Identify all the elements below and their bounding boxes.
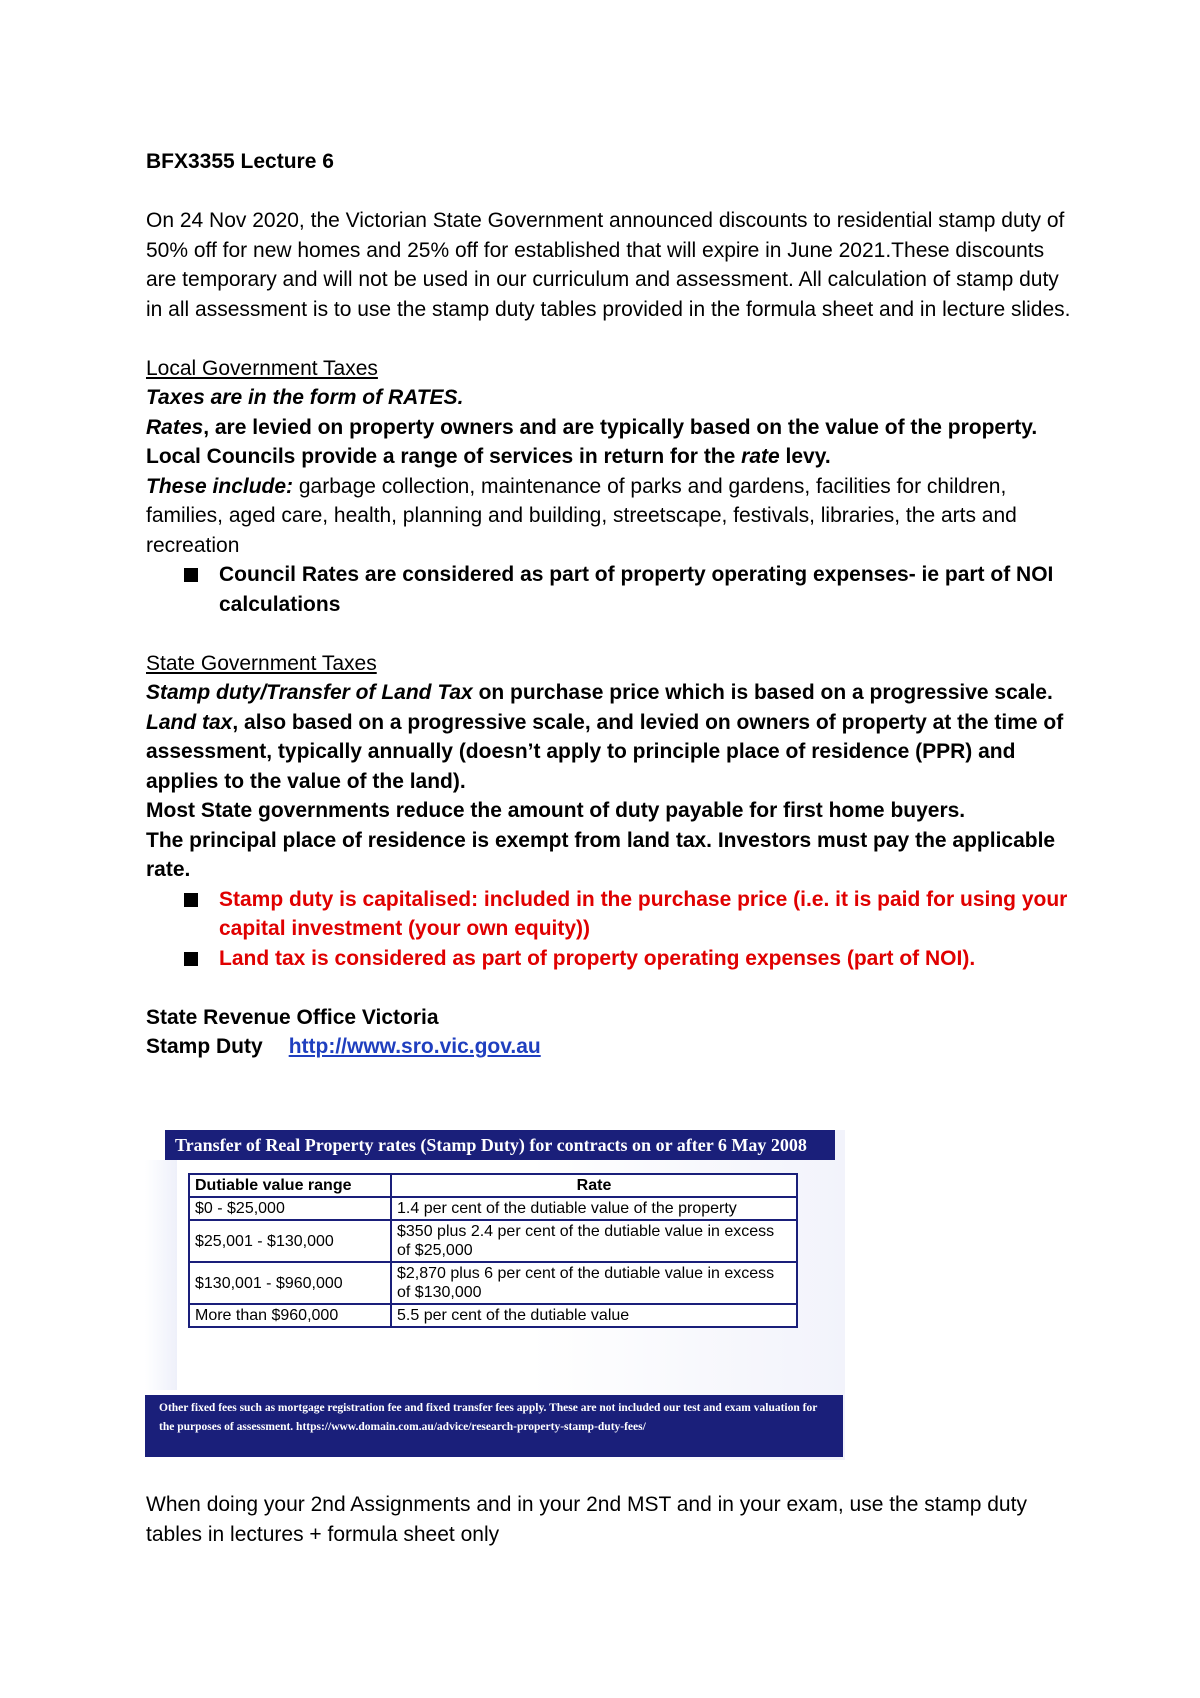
- stamp-duty-line: [146, 678, 1076, 708]
- first-home-line: Most State governments reduce the amount of duty payable for first home buyers.: [146, 799, 966, 822]
- square-bullet-icon: [184, 952, 198, 966]
- state-section-title: State Government Taxes: [146, 651, 377, 675]
- rates-rest: , are levied on property owners and are typically based on the value of the property.: [203, 415, 1038, 439]
- closing-paragraph: When doing your 2nd Assignments and in your 2nd MST and in your exam, use the stamp duty tables in lectures + formula sheet only: [146, 1493, 1027, 1546]
- councils-rate-word: rate: [741, 445, 780, 468]
- sro-title: State Revenue Office Victoria: [146, 1005, 439, 1029]
- rates-form-line: Taxes are in the form of RATES.: [146, 386, 464, 409]
- ppr-line: The principal place of residence is exempt from land tax. Investors must pay the applicable rate.: [146, 828, 1056, 881]
- land-tax-bullet-text: Land tax is considered as part of property operating expenses (part of NOI).: [219, 946, 976, 970]
- land-tax-label: Land tax: [146, 710, 233, 734]
- rate-cell: $350 plus 2.4 per cent of the dutiable value in excess of $25,000: [391, 1220, 797, 1262]
- fixed-fees-note: Other fixed fees such as mortgage registration fee and fixed transfer fees apply. These are not included our test and exam valuation for the purposes of assessment. https://www.domain.com.au/advice/research-property-stamp-duty-fees/: [145, 1395, 843, 1457]
- table-row: [189, 1304, 797, 1327]
- sro-stamp-duty-line: [146, 1032, 1076, 1062]
- column-header-rate: Rate: [391, 1174, 797, 1197]
- councils-end: levy.: [779, 445, 831, 468]
- range-cell: $130,001 - $960,000: [189, 1262, 391, 1304]
- rate-cell: $2,870 plus 6 per cent of the dutiable value in excess of $130,000: [391, 1262, 797, 1304]
- includes-paragraph: [146, 472, 1076, 561]
- local-government-section: [146, 354, 1076, 620]
- stamp-duty-rest: on purchase price which is based on a progressive scale.: [472, 681, 1053, 704]
- table-row: [189, 1220, 797, 1262]
- land-tax-paragraph: [146, 708, 1076, 797]
- range-cell: $25,001 - $130,000: [189, 1220, 391, 1262]
- range-cell: More than $960,000: [189, 1304, 391, 1327]
- council-rates-bullet-text: Council Rates are considered as part of property operating expenses- ie part of NOI calculations: [219, 563, 1054, 616]
- stamp-duty-table-title: Transfer of Real Property rates (Stamp Duty) for contracts on or after 6 May 2008: [165, 1130, 835, 1160]
- range-cell: $0 - $25,000: [189, 1197, 391, 1220]
- council-rates-bullet: [146, 560, 1076, 619]
- main-text: [146, 147, 1076, 1062]
- rate-cell: 5.5 per cent of the dutiable value: [391, 1304, 797, 1327]
- intro-paragraph: On 24 Nov 2020, the Victorian State Government announced discounts to residential stamp duty of 50% off for new homes and 25% off for established that will expire in June 2021.These discounts are temporary and will not be used in our curriculum and assessment. All calculation of stamp duty in all assessment is to use the stamp duty tables provided in the formula sheet and in lecture slides.: [146, 209, 1071, 321]
- stamp-duty-bullet-text: Stamp duty is capitalised: included in the purchase price (i.e. it is paid for using your capital investment (your own equity)): [219, 887, 1068, 940]
- land-tax-bullet: [146, 944, 1076, 974]
- rates-word: Rates: [146, 415, 204, 439]
- table-header-row: [189, 1174, 797, 1197]
- state-government-section: [146, 649, 1076, 974]
- column-header-range: Dutiable value range: [189, 1174, 391, 1197]
- stamp-duty-bullet: [146, 885, 1076, 944]
- table-row: [189, 1197, 797, 1220]
- stamp-duty-table: [188, 1173, 798, 1328]
- sro-stamp-duty-label: Stamp Duty: [146, 1035, 263, 1058]
- table-row: [189, 1262, 797, 1304]
- local-section-title: Local Government Taxes: [146, 356, 378, 380]
- rate-cell: 1.4 per cent of the dutiable value of the property: [391, 1197, 797, 1220]
- lecture-heading: BFX3355 Lecture 6: [146, 150, 334, 173]
- sro-link[interactable]: http://www.sro.vic.gov.au: [288, 1035, 541, 1058]
- includes-label: These include:: [146, 474, 294, 498]
- stamp-duty-label: Stamp duty/Transfer of Land Tax: [146, 681, 473, 704]
- rates-line: [146, 413, 1076, 443]
- stamp-duty-rates-image: [145, 1130, 845, 1460]
- includes-text: garbage collection, maintenance of parks and gardens, facilities for children, families, aged care, health, planning and building, streetscape, festivals, libraries, the arts and recreation: [146, 474, 1017, 557]
- councils-line: [146, 442, 1076, 472]
- land-tax-rest: , also based on a progressive scale, and levied on owners of property at the time of assessment, typically annually (doesn’t apply to principle place of residence (PPR) and applies to the value of the land).: [146, 710, 1064, 793]
- square-bullet-icon: [184, 893, 198, 907]
- councils-start: Local Councils provide a range of services in return for the: [146, 445, 742, 468]
- square-bullet-icon: [184, 568, 198, 582]
